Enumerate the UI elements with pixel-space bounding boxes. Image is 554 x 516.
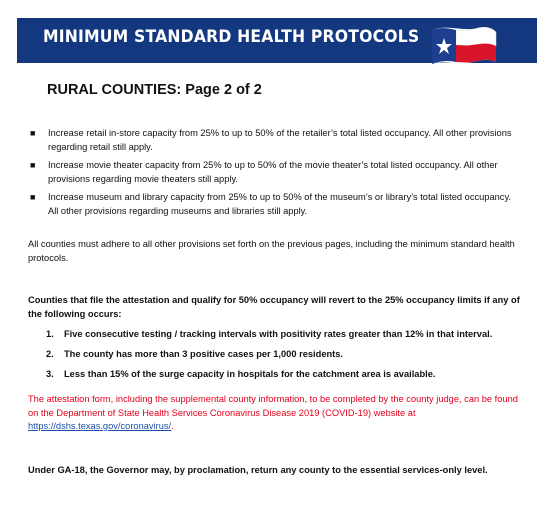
bullet-icon: ■ — [30, 192, 36, 202]
attestation-intro: Counties that file the attestation and qualify for 50% occupancy will revert to the 25% occupancy limits if any of the following occurs: — [28, 295, 520, 319]
attestation-note-text: The attestation form, including the supplemental county information, to be completed by the county judge, can be found on the Department of State Health Services Coronavirus Disease 2019 (COVID-19) website at — [28, 394, 518, 418]
bullet-list — [28, 127, 522, 223]
attestation-note-suffix: . — [171, 421, 174, 431]
coronavirus-website-link[interactable]: https://dshs.texas.gov/coronavirus/ — [28, 421, 172, 431]
texas-flag-icon — [428, 22, 500, 68]
bullet-text: Increase museum and library capacity from 25% to up to 50% of the museum’s or library’s total listed occupancy. All other provisions regarding museums and libraries still apply. — [48, 192, 511, 216]
list-item — [28, 348, 522, 361]
condition-number: 1. — [46, 329, 54, 339]
bullet-icon: ■ — [30, 160, 36, 170]
provisions-note: All counties must adhere to all other provisions set forth on the previous pages, including the minimum standard health protocols. — [28, 239, 515, 263]
page-title: RURAL COUNTIES: Page 2 of 2 — [47, 82, 262, 98]
bullet-icon: ■ — [30, 128, 36, 138]
footer-note: Under GA-18, the Governor may, by proclamation, return any county to the essential services-only level. — [28, 465, 488, 475]
list-item — [28, 368, 522, 381]
condition-text: The county has more than 3 positive cases per 1,000 residents. — [64, 349, 344, 359]
condition-text: Less than 15% of the surge capacity in hospitals for the catchment area is available. — [64, 369, 436, 379]
bullet-text: Increase retail in-store capacity from 25% to up to 50% of the retailer’s total listed occupancy. All other provisions regarding retail still apply. — [48, 128, 512, 152]
list-item — [28, 127, 522, 154]
condition-number: 2. — [46, 349, 54, 359]
attestation-note — [28, 393, 522, 434]
list-item — [28, 191, 522, 218]
conditions-list — [28, 328, 522, 388]
header-title: MINIMUM STANDARD HEALTH PROTOCOLS — [43, 27, 420, 47]
bullet-text: Increase movie theater capacity from 25% to up to 50% of the movie theater’s total listed occupancy. All other provisions regarding movie theaters still apply. — [48, 160, 498, 184]
condition-text: Five consecutive testing / tracking intervals with positivity rates greater than 12% in that interval. — [64, 329, 493, 339]
condition-number: 3. — [46, 369, 54, 379]
list-item — [28, 159, 522, 186]
list-item — [28, 328, 522, 341]
